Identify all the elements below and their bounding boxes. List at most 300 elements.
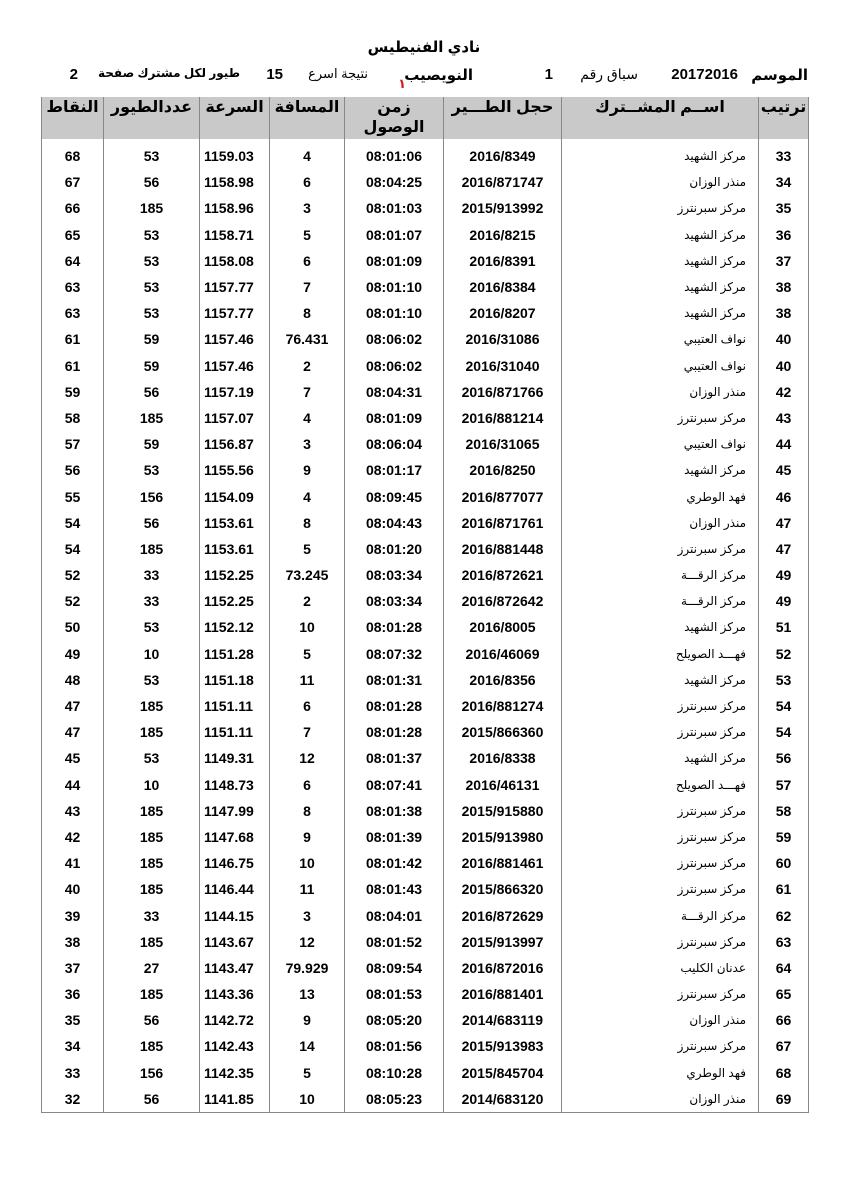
points-cell: 47 (42, 693, 104, 719)
table-row (42, 824, 809, 850)
points-cell: 42 (42, 824, 104, 850)
distance-cell: 6 (270, 693, 345, 719)
name-cell: فهد الوطري (562, 483, 759, 509)
birds-cell: 53 (104, 300, 200, 326)
rank-cell: 40 (759, 353, 809, 379)
birds-cell: 53 (104, 614, 200, 640)
speed-cell: 1158.08 (200, 248, 270, 274)
name-cell: مركز سبرنترز (562, 824, 759, 850)
time-cell: 08:05:23 (345, 1086, 444, 1113)
distance-cell: 4 (270, 483, 345, 509)
points-cell: 56 (42, 457, 104, 483)
page-number: 2 (69, 66, 78, 83)
points-cell: 50 (42, 614, 104, 640)
distance-cell: 11 (270, 667, 345, 693)
time-cell: 08:06:04 (345, 431, 444, 457)
speed-cell: 1158.98 (200, 169, 270, 195)
club-title: نادي الفنيطيس (367, 39, 481, 56)
points-cell: 48 (42, 667, 104, 693)
birds-cell: 185 (104, 824, 200, 850)
ring-cell: 2015/866360 (444, 719, 562, 745)
col-points-header: النقاط (42, 97, 104, 139)
name-cell: مركز سبرنترز (562, 719, 759, 745)
points-cell: 34 (42, 1033, 104, 1059)
result-value: 15 (266, 66, 283, 83)
points-cell: 67 (42, 169, 104, 195)
rank-cell: 38 (759, 300, 809, 326)
speed-cell: 1144.15 (200, 902, 270, 928)
time-cell: 08:04:25 (345, 169, 444, 195)
race-number: 1 (544, 66, 553, 83)
table-row (42, 562, 809, 588)
rank-cell: 60 (759, 850, 809, 876)
birds-cell: 56 (104, 1007, 200, 1033)
time-cell: 08:01:52 (345, 929, 444, 955)
birds-cell: 185 (104, 798, 200, 824)
name-cell: فهـــد الصويلح (562, 772, 759, 798)
rank-cell: 36 (759, 222, 809, 248)
table-row (42, 431, 809, 457)
points-cell: 49 (42, 641, 104, 667)
birds-cell: 53 (104, 143, 200, 169)
name-cell: مركز الرقـــة (562, 588, 759, 614)
ring-cell: 2016/872016 (444, 955, 562, 981)
rank-cell: 40 (759, 326, 809, 352)
ring-cell: 2016/881461 (444, 850, 562, 876)
ring-cell: 2016/881214 (444, 405, 562, 431)
table-row (42, 1060, 809, 1086)
birds-cell: 53 (104, 745, 200, 771)
time-cell: 08:01:28 (345, 719, 444, 745)
birds-cell: 185 (104, 1033, 200, 1059)
birds-cell: 33 (104, 902, 200, 928)
table-row (42, 902, 809, 928)
ring-cell: 2016/8250 (444, 457, 562, 483)
table-row (42, 641, 809, 667)
name-cell: مركز سبرنترز (562, 1033, 759, 1059)
distance-cell: 12 (270, 745, 345, 771)
time-cell: 08:09:45 (345, 483, 444, 509)
points-cell: 52 (42, 588, 104, 614)
time-cell: 08:01:31 (345, 667, 444, 693)
rank-cell: 33 (759, 143, 809, 169)
name-cell: مركز سبرنترز (562, 850, 759, 876)
points-cell: 45 (42, 745, 104, 771)
distance-cell: 5 (270, 536, 345, 562)
rank-cell: 42 (759, 379, 809, 405)
time-cell: 08:01:42 (345, 850, 444, 876)
speed-cell: 1152.12 (200, 614, 270, 640)
name-cell: منذر الوزان (562, 379, 759, 405)
birds-cell: 56 (104, 169, 200, 195)
name-cell: مركز سبرنترز (562, 876, 759, 902)
table-row (42, 536, 809, 562)
name-cell: مركز الشهيد (562, 745, 759, 771)
ring-cell: 2015/913983 (444, 1033, 562, 1059)
table-row (42, 745, 809, 771)
col-speed-header: السرعة (200, 97, 270, 139)
speed-cell: 1141.85 (200, 1086, 270, 1113)
rank-cell: 54 (759, 693, 809, 719)
birds-cell: 53 (104, 457, 200, 483)
rank-cell: 51 (759, 614, 809, 640)
time-cell: 08:01:38 (345, 798, 444, 824)
results-body (42, 139, 809, 1112)
name-cell: مركز سبرنترز (562, 536, 759, 562)
ring-cell: 2016/8215 (444, 222, 562, 248)
points-cell: 63 (42, 274, 104, 300)
speed-cell: 1159.03 (200, 143, 270, 169)
table-row (42, 457, 809, 483)
time-cell: 08:01:39 (345, 824, 444, 850)
points-cell: 44 (42, 772, 104, 798)
ring-cell: 2016/8207 (444, 300, 562, 326)
ring-cell: 2016/872629 (444, 902, 562, 928)
distance-cell: 11 (270, 876, 345, 902)
rank-cell: 49 (759, 588, 809, 614)
rank-cell: 62 (759, 902, 809, 928)
speed-cell: 1142.35 (200, 1060, 270, 1086)
points-cell: 38 (42, 929, 104, 955)
results-table (41, 97, 809, 1113)
name-cell: مركز سبرنترز (562, 798, 759, 824)
ring-cell: 2016/871747 (444, 169, 562, 195)
name-cell: نواف العتيبي (562, 431, 759, 457)
time-cell: 08:01:37 (345, 745, 444, 771)
ring-cell: 2016/871761 (444, 510, 562, 536)
birds-cell: 10 (104, 641, 200, 667)
distance-cell: 76.431 (270, 326, 345, 352)
rank-cell: 46 (759, 483, 809, 509)
name-cell: فهـــد الصويلح (562, 641, 759, 667)
name-cell: مركز سبرنترز (562, 195, 759, 221)
birds-cell: 185 (104, 536, 200, 562)
points-cell: 68 (42, 143, 104, 169)
table-row (42, 195, 809, 221)
time-cell: 08:10:28 (345, 1060, 444, 1086)
time-cell: 08:09:54 (345, 955, 444, 981)
birds-cell: 56 (104, 1086, 200, 1113)
distance-cell: 4 (270, 143, 345, 169)
time-cell: 08:04:01 (345, 902, 444, 928)
table-row (42, 353, 809, 379)
ring-cell: 2016/8005 (444, 614, 562, 640)
birds-cell: 156 (104, 1060, 200, 1086)
table-row (42, 274, 809, 300)
speed-cell: 1147.68 (200, 824, 270, 850)
speed-cell: 1151.28 (200, 641, 270, 667)
time-cell: 08:04:31 (345, 379, 444, 405)
time-cell: 08:07:41 (345, 772, 444, 798)
speed-cell: 1151.11 (200, 719, 270, 745)
rank-cell: 54 (759, 719, 809, 745)
birds-cell: 53 (104, 667, 200, 693)
distance-cell: 6 (270, 169, 345, 195)
birds-cell: 10 (104, 772, 200, 798)
birds-cell: 185 (104, 719, 200, 745)
speed-cell: 1155.56 (200, 457, 270, 483)
col-time-header: زمن الوصول (345, 97, 444, 139)
table-row (42, 1007, 809, 1033)
rank-cell: 35 (759, 195, 809, 221)
birds-cell: 33 (104, 562, 200, 588)
table-row (42, 1033, 809, 1059)
name-cell: منذر الوزان (562, 1086, 759, 1113)
time-cell: 08:05:20 (345, 1007, 444, 1033)
table-row (42, 981, 809, 1007)
name-cell: مركز سبرنترز (562, 693, 759, 719)
speed-cell: 1149.31 (200, 745, 270, 771)
birds-cell: 56 (104, 510, 200, 536)
speed-cell: 1143.67 (200, 929, 270, 955)
speed-cell: 1153.61 (200, 536, 270, 562)
distance-cell: 4 (270, 405, 345, 431)
result-label: نتيجة اسرع (308, 66, 368, 81)
rank-cell: 38 (759, 274, 809, 300)
season-label: الموسم (751, 67, 808, 84)
ring-cell: 2016/8356 (444, 667, 562, 693)
speed-cell: 1157.77 (200, 274, 270, 300)
distance-cell: 3 (270, 431, 345, 457)
ring-cell: 2016/8391 (444, 248, 562, 274)
name-cell: مركز الشهيد (562, 248, 759, 274)
header-row (42, 97, 809, 139)
ring-cell: 2015/915880 (444, 798, 562, 824)
col-name-header: اســم المشــترك (562, 97, 759, 139)
points-cell: 61 (42, 326, 104, 352)
table-row (42, 510, 809, 536)
table-row (42, 876, 809, 902)
time-cell: 08:01:20 (345, 536, 444, 562)
speed-cell: 1154.09 (200, 483, 270, 509)
time-cell: 08:01:06 (345, 143, 444, 169)
points-cell: 54 (42, 510, 104, 536)
name-cell: مركز الشهيد (562, 143, 759, 169)
birds-cell: 185 (104, 195, 200, 221)
table-row (42, 929, 809, 955)
speed-cell: 1142.43 (200, 1033, 270, 1059)
name-cell: مركز الشهيد (562, 300, 759, 326)
race-info-line (55, 66, 808, 92)
speed-cell: 1158.96 (200, 195, 270, 221)
name-cell: مركز الشهيد (562, 222, 759, 248)
col-rank-header: ترتيب (759, 97, 809, 139)
table-row (42, 955, 809, 981)
ring-cell: 2014/683119 (444, 1007, 562, 1033)
distance-cell: 8 (270, 300, 345, 326)
rank-cell: 58 (759, 798, 809, 824)
birds-cell: 56 (104, 379, 200, 405)
name-cell: نواف العتيبي (562, 326, 759, 352)
rank-cell: 49 (759, 562, 809, 588)
speed-cell: 1142.72 (200, 1007, 270, 1033)
speed-cell: 1157.19 (200, 379, 270, 405)
distance-cell: 73.245 (270, 562, 345, 588)
ring-cell: 2016/881401 (444, 981, 562, 1007)
name-cell: مركز الشهيد (562, 457, 759, 483)
birds-cell: 185 (104, 405, 200, 431)
time-cell: 08:01:56 (345, 1033, 444, 1059)
name-cell: مركز الرقـــة (562, 562, 759, 588)
rank-cell: 65 (759, 981, 809, 1007)
points-cell: 58 (42, 405, 104, 431)
rank-cell: 52 (759, 641, 809, 667)
time-cell: 08:01:28 (345, 614, 444, 640)
birds-cell: 59 (104, 431, 200, 457)
speed-cell: 1153.61 (200, 510, 270, 536)
speed-cell: 1152.25 (200, 562, 270, 588)
speed-cell: 1143.47 (200, 955, 270, 981)
season-value: 20172016 (671, 66, 738, 83)
col-birds-header: عددالطيور (104, 97, 200, 139)
ring-cell: 2015/913992 (444, 195, 562, 221)
name-cell: عدنان الكليب (562, 955, 759, 981)
table-row (42, 169, 809, 195)
ring-cell: 2016/46131 (444, 772, 562, 798)
birds-cell: 59 (104, 326, 200, 352)
ring-cell: 2014/683120 (444, 1086, 562, 1113)
rank-cell: 56 (759, 745, 809, 771)
points-cell: 57 (42, 431, 104, 457)
table-row (42, 483, 809, 509)
rank-cell: 61 (759, 876, 809, 902)
ring-cell: 2016/31040 (444, 353, 562, 379)
rank-cell: 47 (759, 536, 809, 562)
points-cell: 37 (42, 955, 104, 981)
name-cell: مركز الشهيد (562, 274, 759, 300)
name-cell: مركز سبرنترز (562, 929, 759, 955)
rank-cell: 69 (759, 1086, 809, 1113)
col-ring-header: حجل الطـــير (444, 97, 562, 139)
table-row (42, 222, 809, 248)
race-name: النويصيب (404, 67, 473, 84)
distance-cell: 2 (270, 588, 345, 614)
time-cell: 08:01:03 (345, 195, 444, 221)
points-cell: 39 (42, 902, 104, 928)
name-cell: منذر الوزان (562, 1007, 759, 1033)
distance-cell: 5 (270, 1060, 345, 1086)
table-row (42, 693, 809, 719)
rank-cell: 57 (759, 772, 809, 798)
ring-cell: 2016/877077 (444, 483, 562, 509)
speed-cell: 1157.07 (200, 405, 270, 431)
time-cell: 08:07:32 (345, 641, 444, 667)
ring-cell: 2015/913980 (444, 824, 562, 850)
birds-cell: 53 (104, 248, 200, 274)
birds-cell: 185 (104, 850, 200, 876)
distance-cell: 7 (270, 719, 345, 745)
speed-cell: 1146.44 (200, 876, 270, 902)
points-cell: 65 (42, 222, 104, 248)
rank-cell: 43 (759, 405, 809, 431)
name-cell: نواف العتيبي (562, 353, 759, 379)
ring-cell: 2016/46069 (444, 641, 562, 667)
time-cell: 08:03:34 (345, 588, 444, 614)
name-cell: مركز الشهيد (562, 667, 759, 693)
distance-cell: 9 (270, 824, 345, 850)
points-cell: 47 (42, 719, 104, 745)
distance-cell: 8 (270, 798, 345, 824)
birds-cell: 185 (104, 693, 200, 719)
distance-cell: 5 (270, 641, 345, 667)
points-cell: 43 (42, 798, 104, 824)
name-cell: منذر الوزان (562, 169, 759, 195)
ring-cell: 2016/31065 (444, 431, 562, 457)
birds-cell: 185 (104, 876, 200, 902)
race-label: سباق رقم (580, 66, 638, 82)
ring-cell: 2015/845704 (444, 1060, 562, 1086)
distance-cell: 79.929 (270, 955, 345, 981)
birds-cell: 33 (104, 588, 200, 614)
table-row (42, 614, 809, 640)
ring-cell: 2015/866320 (444, 876, 562, 902)
rank-cell: 37 (759, 248, 809, 274)
time-cell: 08:01:07 (345, 222, 444, 248)
distance-cell: 10 (270, 850, 345, 876)
time-cell: 08:01:09 (345, 248, 444, 274)
col-distance-header: المسافة (270, 97, 345, 139)
table-row (42, 405, 809, 431)
ring-cell: 2016/881274 (444, 693, 562, 719)
points-cell: 40 (42, 876, 104, 902)
distance-cell: 7 (270, 274, 345, 300)
rank-cell: 67 (759, 1033, 809, 1059)
table-row (42, 379, 809, 405)
time-cell: 08:01:17 (345, 457, 444, 483)
birds-cell: 27 (104, 955, 200, 981)
time-cell: 08:06:02 (345, 353, 444, 379)
time-cell: 08:01:10 (345, 274, 444, 300)
speed-cell: 1151.11 (200, 693, 270, 719)
speed-cell: 1143.36 (200, 981, 270, 1007)
time-cell: 08:01:09 (345, 405, 444, 431)
birds-per-label: طيور لكل مشترك صفحة (98, 66, 240, 80)
ring-cell: 2016/8384 (444, 274, 562, 300)
ring-cell: 2016/871766 (444, 379, 562, 405)
points-cell: 59 (42, 379, 104, 405)
time-cell: 08:01:28 (345, 693, 444, 719)
name-cell: منذر الوزان (562, 510, 759, 536)
table-row (42, 326, 809, 352)
distance-cell: 8 (270, 510, 345, 536)
points-cell: 54 (42, 536, 104, 562)
distance-cell: 2 (270, 353, 345, 379)
distance-cell: 10 (270, 614, 345, 640)
rank-cell: 34 (759, 169, 809, 195)
distance-cell: 3 (270, 195, 345, 221)
name-cell: مركز الشهيد (562, 614, 759, 640)
table-row (42, 248, 809, 274)
name-cell: مركز سبرنترز (562, 981, 759, 1007)
rank-cell: 47 (759, 510, 809, 536)
table-row (42, 850, 809, 876)
race-mark: ١ (398, 76, 406, 91)
time-cell: 08:01:10 (345, 300, 444, 326)
speed-cell: 1157.46 (200, 326, 270, 352)
time-cell: 08:01:53 (345, 981, 444, 1007)
speed-cell: 1151.18 (200, 667, 270, 693)
points-cell: 55 (42, 483, 104, 509)
ring-cell: 2016/31086 (444, 326, 562, 352)
time-cell: 08:06:02 (345, 326, 444, 352)
rank-cell: 68 (759, 1060, 809, 1086)
table-row (42, 1086, 809, 1113)
distance-cell: 6 (270, 772, 345, 798)
points-cell: 61 (42, 353, 104, 379)
rank-cell: 63 (759, 929, 809, 955)
distance-cell: 10 (270, 1086, 345, 1113)
speed-cell: 1146.75 (200, 850, 270, 876)
